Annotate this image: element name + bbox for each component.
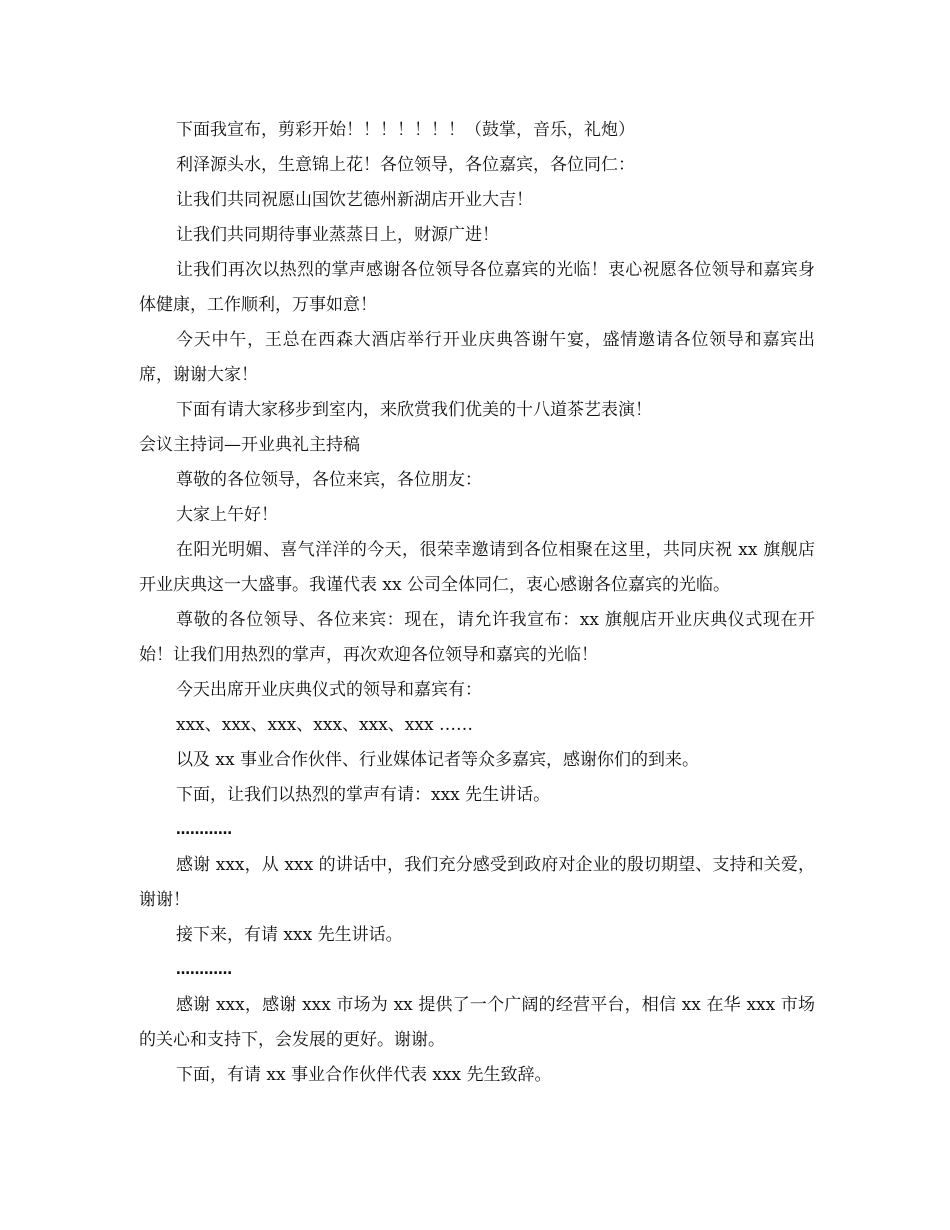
paragraph-10: 大家上午好！ (176, 505, 278, 525)
paragraph-1: 下面我宣布，剪彩开始！！！！！！！（鼓掌，音乐，礼炮） (176, 120, 635, 140)
ellipsis-1: ………… (176, 822, 232, 838)
paragraph-11: 在阳光明媚、喜气洋洋的今天，很荣幸邀请到各位相聚在这里，共同庆祝 xx 旗舰店开业庆典这一大盛事。我谨代表 xx 公司全体同仁，衷心感谢各位嘉宾的光临。 (139, 540, 815, 595)
paragraph-16: 下面，让我们以热烈的掌声有请：xxx 先生讲话。 (176, 785, 551, 805)
paragraph-13: 今天出席开业庆典仪式的领导和嘉宾有： (176, 680, 482, 700)
paragraph-12: 尊敬的各位领导、各位来宾：现在，请允许我宣布：xx 旗舰店开业庆典仪式现在开始！让我们用热烈的掌声，再次欢迎各位领导和嘉宾的光临！ (139, 610, 815, 665)
paragraph-22: 下面，有请 xx 事业合作伙伴代表 xxx 先生致辞。 (176, 1065, 552, 1085)
section-heading: 会议主持词—开业典礼主持稿 (139, 435, 360, 455)
paragraph-2: 利泽源头水，生意锦上花！各位领导，各位嘉宾，各位同仁： (176, 155, 635, 175)
paragraph-6: 今天中午，王总在西森大酒店举行开业庆典答谢午宴，盛情邀请各位领导和嘉宾出席，谢谢大家！ (139, 330, 815, 385)
paragraph-7: 下面有请大家移步到室内，来欣赏我们优美的十八道茶艺表演！ (176, 400, 652, 420)
paragraph-9: 尊敬的各位领导，各位来宾，各位朋友： (176, 470, 482, 490)
paragraph-19: 接下来，有请 xxx 先生讲话。 (176, 925, 403, 945)
paragraph-5: 让我们再次以热烈的掌声感谢各位领导各位嘉宾的光临！衷心祝愿各位领导和嘉宾身体健康，工作顺利，万事如意！ (139, 260, 815, 315)
paragraph-4: 让我们共同期待事业蒸蒸日上，财源广进！ (176, 225, 499, 245)
paragraph-3: 让我们共同祝愿山国饮艺德州新湖店开业大吉！ (176, 190, 533, 210)
paragraph-18: 感谢 xxx，从 xxx 的讲话中，我们充分感受到政府对企业的殷切期望、支持和关爱，谢谢！ (139, 855, 815, 910)
paragraph-15: 以及 xx 事业合作伙伴、行业媒体记者等众多嘉宾，感谢你们的到来。 (176, 750, 699, 770)
guest-list: xxx、xxx、xxx、xxx、xxx、xxx …… (176, 715, 473, 735)
paragraph-21: 感谢 xxx，感谢 xxx 市场为 xx 提供了一个广阔的经营平台，相信 xx 在华 xxx 市场的关心和支持下，会发展的更好。谢谢。 (139, 995, 815, 1050)
document-body (139, 113, 815, 1093)
ellipsis-2: ………… (176, 962, 232, 978)
